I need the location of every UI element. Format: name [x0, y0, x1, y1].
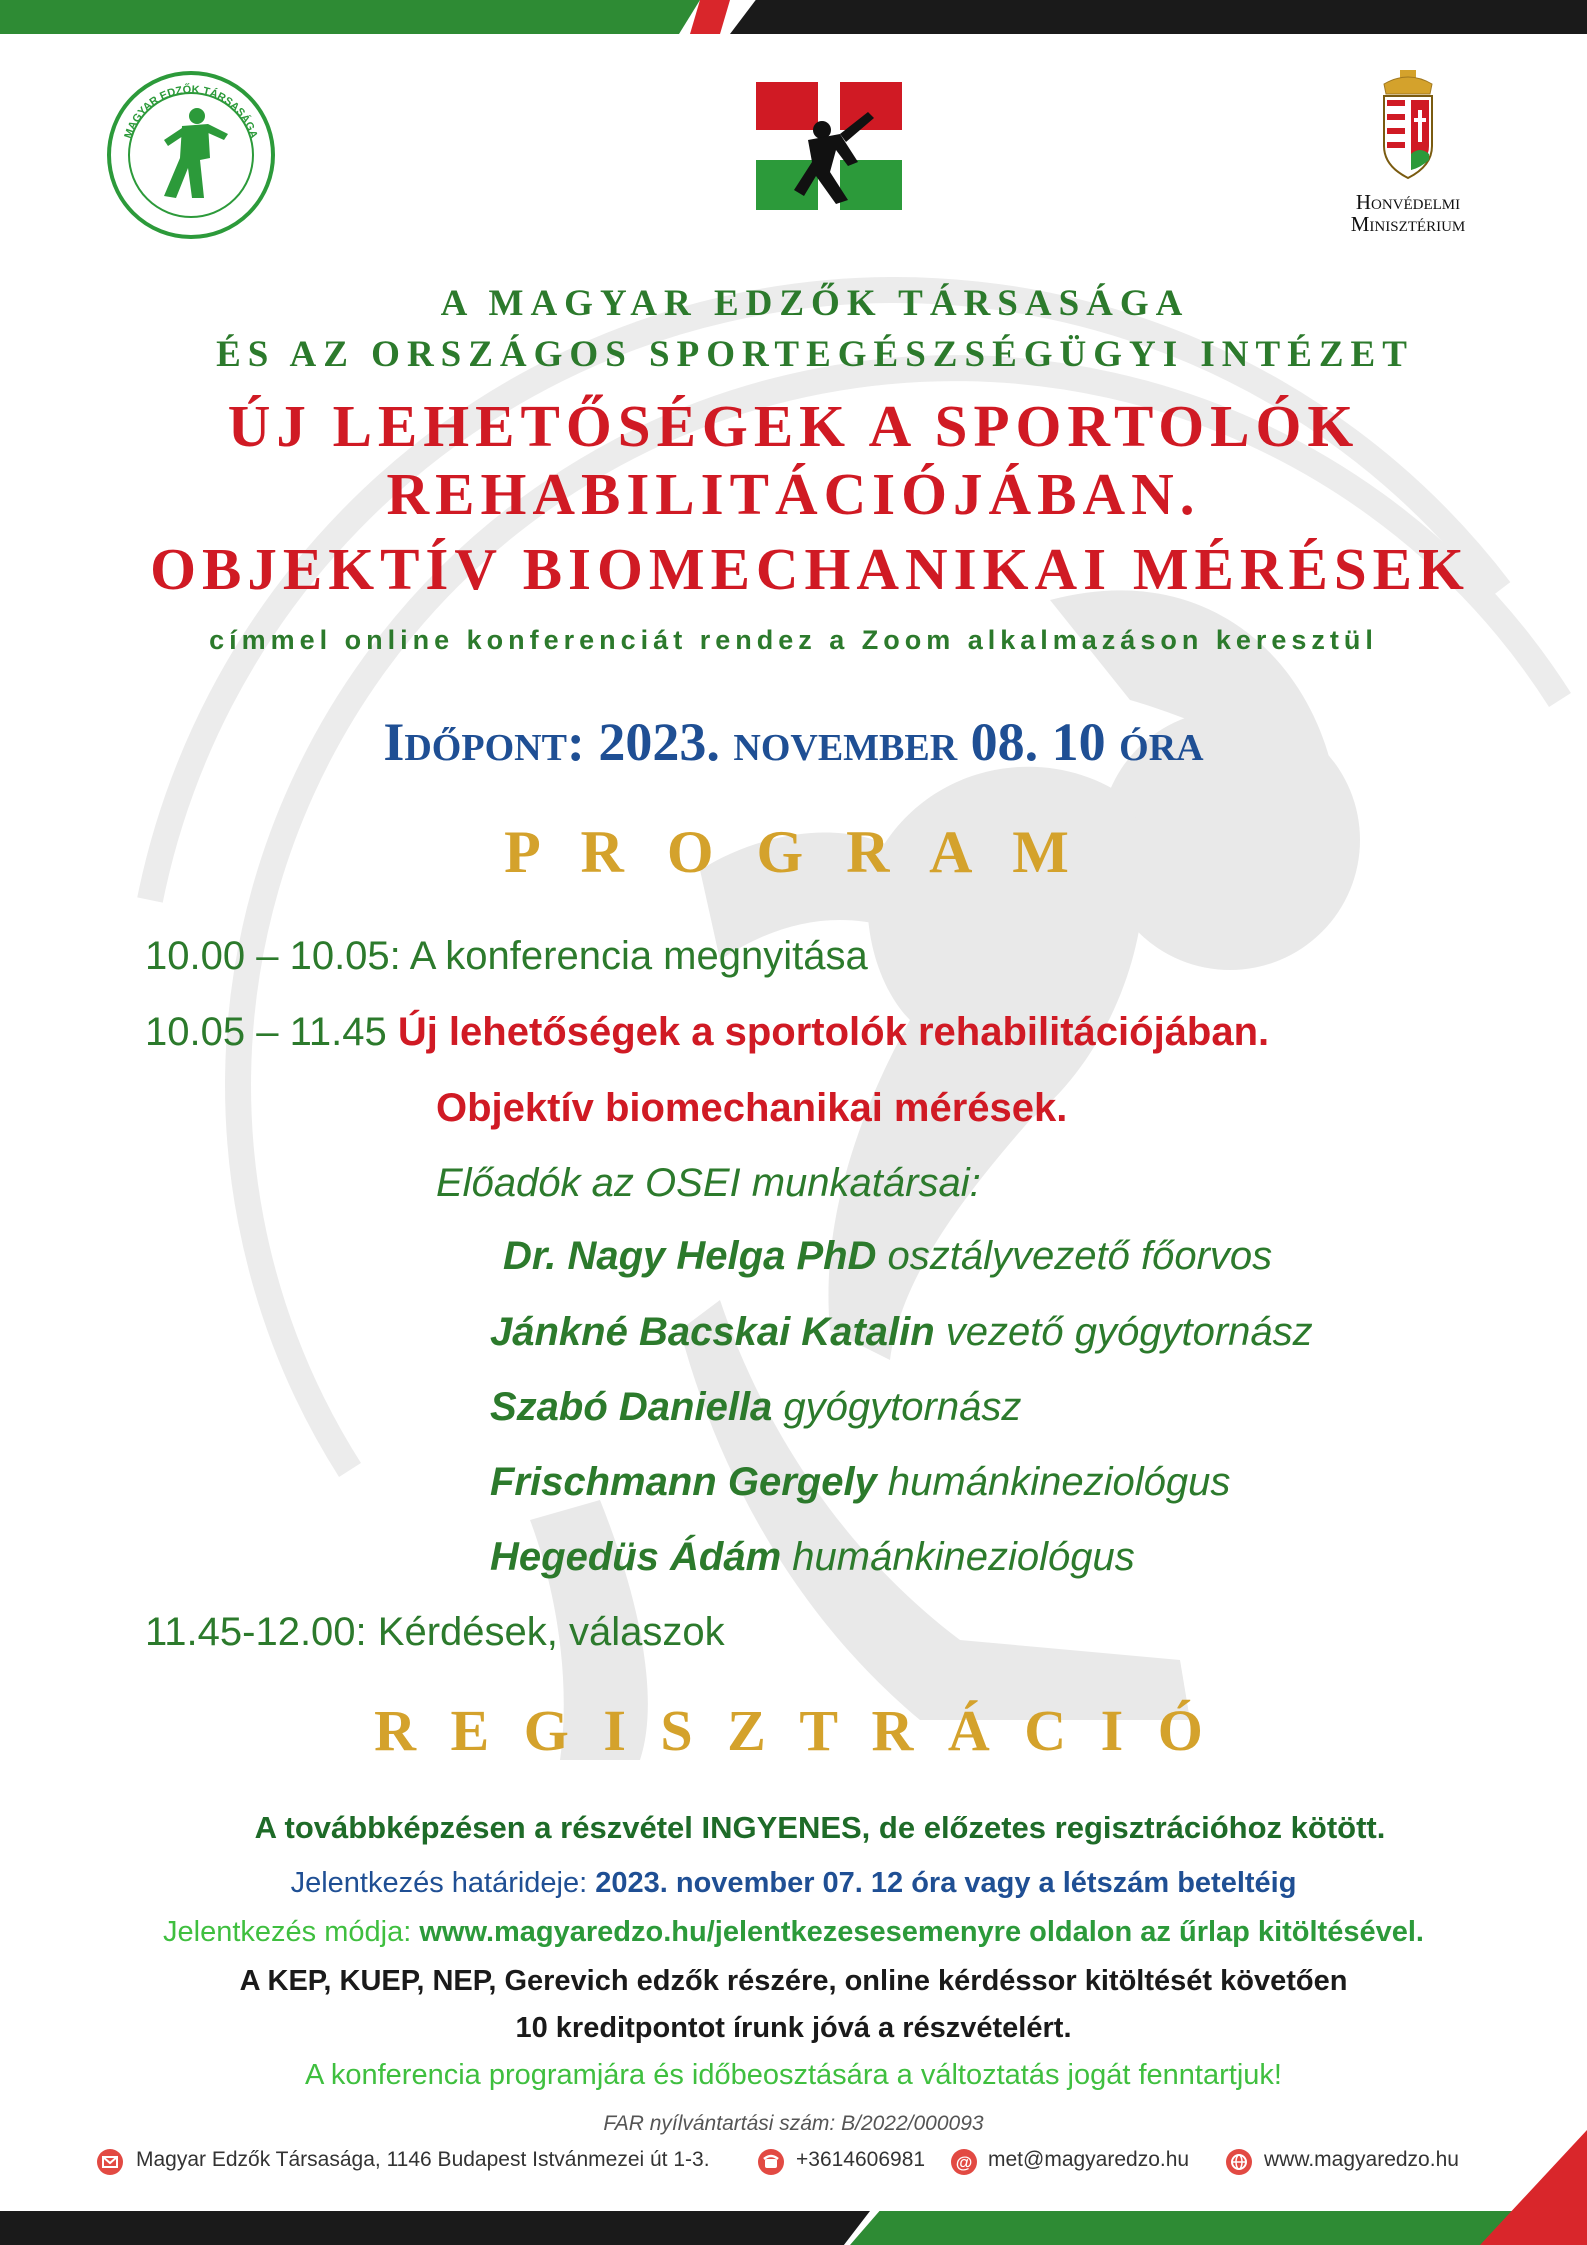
title-line3: OBJEKTÍV BIOMECHANIKAI MÉRÉSEK: [150, 536, 1470, 602]
speaker-5: [490, 1537, 1135, 1577]
speaker-1-name: Dr. Nagy Helga PhD: [503, 1234, 877, 1278]
footer-email[interactable]: met@magyaredzo.hu: [988, 2148, 1190, 2171]
speaker-4-name: Frischmann Gergely: [490, 1460, 877, 1504]
deadline-label: Jelentkezés határideje:: [290, 1867, 596, 1899]
program-item-2: [145, 1012, 1269, 1052]
speaker-4-role: humánkineziológus: [876, 1460, 1231, 1504]
speaker-2-role: vezető gyógytornász: [934, 1310, 1313, 1354]
speakers-label: Előadók az OSEI munkatársai:: [436, 1161, 981, 1205]
at-icon: [951, 2149, 977, 2175]
registration-free-text: A továbbképzésen a részvétel INGYENES, de előzetes regisztrációhoz kötött.: [254, 1810, 1386, 1845]
speaker-2: [490, 1312, 1313, 1352]
registration-method: [0, 1916, 1587, 1949]
method-value[interactable]: www.magyaredzo.hu/jelentkezesesemenyre oldalon az űrlap kitöltésével.: [419, 1916, 1424, 1948]
program-item-2-title2: Objektív biomechanikai mérések.: [436, 1086, 1068, 1130]
program-item-3-time: 11.45-12.00:: [145, 1610, 378, 1654]
ministry-crest: [1378, 70, 1438, 182]
program-item-2-time: 10.05 – 11.45: [145, 1010, 398, 1054]
footer-address: Magyar Edzők Társasága, 1146 Budapest Istvánmezei út 1-3.: [136, 2148, 710, 2171]
credit-line2: 10 kreditpontot írunk jóvá a részvételért.: [515, 2012, 1072, 2044]
phone-icon: [758, 2149, 784, 2175]
footer-phone[interactable]: +3614606981: [796, 2148, 926, 2171]
bottom-stripe-black: [0, 2211, 870, 2245]
speaker-1: [503, 1236, 1272, 1276]
subtitle: címmel online konferenciát rendez a Zoom alkalmazáson keresztül: [209, 625, 1378, 655]
center-logo: [748, 72, 908, 220]
speaker-3: [490, 1387, 1021, 1427]
disclaimer: A konferencia programjára és időbeosztására a változtatás jogát fenntartjuk!: [305, 2059, 1282, 2091]
met-logo: [104, 68, 278, 242]
speaker-5-role: humánkineziológus: [781, 1535, 1135, 1579]
ministry-name-line2: Minisztérium: [1350, 212, 1466, 236]
program-item-1-text: A konferencia megnyitása: [409, 934, 868, 978]
speaker-1-role: osztályvezető főorvos: [876, 1234, 1273, 1278]
program-item-3: [145, 1612, 725, 1652]
title-line1: ÚJ LEHETŐSÉGEK A SPORTOLÓK: [227, 393, 1360, 459]
speaker-3-name: Szabó Daniella: [490, 1385, 773, 1429]
program-item-3-text: Kérdések, válaszok: [377, 1610, 725, 1654]
registration-heading: R E G I S Z T R Á C I Ó: [374, 1698, 1213, 1763]
program-item-1: [145, 936, 868, 976]
organizer-line1: A MAGYAR EDZŐK TÁRSASÁGA: [440, 283, 1190, 324]
svg-text:MAGYAR EDZŐK TÁRSASÁGA: MAGYAR EDZŐK TÁRSASÁGA: [122, 83, 260, 141]
ministry-name-line1: Honvédelmi: [1355, 190, 1461, 214]
credit-line1: A KEP, KUEP, NEP, Gerevich edzők részére, online kérdéssor kitöltését követően: [239, 1965, 1348, 1997]
program-item-2-title1: Új lehetőségek a sportolók rehabilitációjában.: [397, 1010, 1270, 1054]
method-label: Jelentkezés módja:: [163, 1916, 420, 1948]
event-date: Időpont: 2023. november 08. 10 óra: [383, 712, 1204, 772]
svg-text:@: @: [955, 2153, 973, 2172]
registration-deadline: [0, 1867, 1587, 1900]
far-number: FAR nyílvántartási szám: B/2022/000093: [603, 2112, 984, 2135]
organizer-line2: ÉS AZ ORSZÁGOS SPORTEGÉSZSÉGÜGYI INTÉZET: [216, 334, 1414, 375]
deadline-value: 2023. november 07. 12 óra vagy a létszám beteltéig: [595, 1867, 1297, 1899]
title-line2: REHABILITÁCIÓJÁBAN.: [386, 461, 1201, 527]
footer-website[interactable]: www.magyaredzo.hu: [1264, 2148, 1459, 2171]
speaker-4: [490, 1462, 1230, 1502]
speaker-3-role: gyógytornász: [772, 1385, 1022, 1429]
bottom-stripe-green: [850, 2211, 1587, 2245]
program-item-1-time: 10.00 – 10.05:: [145, 934, 410, 978]
speaker-5-name: Hegedüs Ádám: [490, 1535, 782, 1579]
program-heading: P R O G R A M: [504, 819, 1083, 885]
globe-icon: [1226, 2149, 1252, 2175]
speaker-2-name: Jánkné Bacskai Katalin: [490, 1310, 935, 1354]
mail-icon: [97, 2149, 123, 2175]
